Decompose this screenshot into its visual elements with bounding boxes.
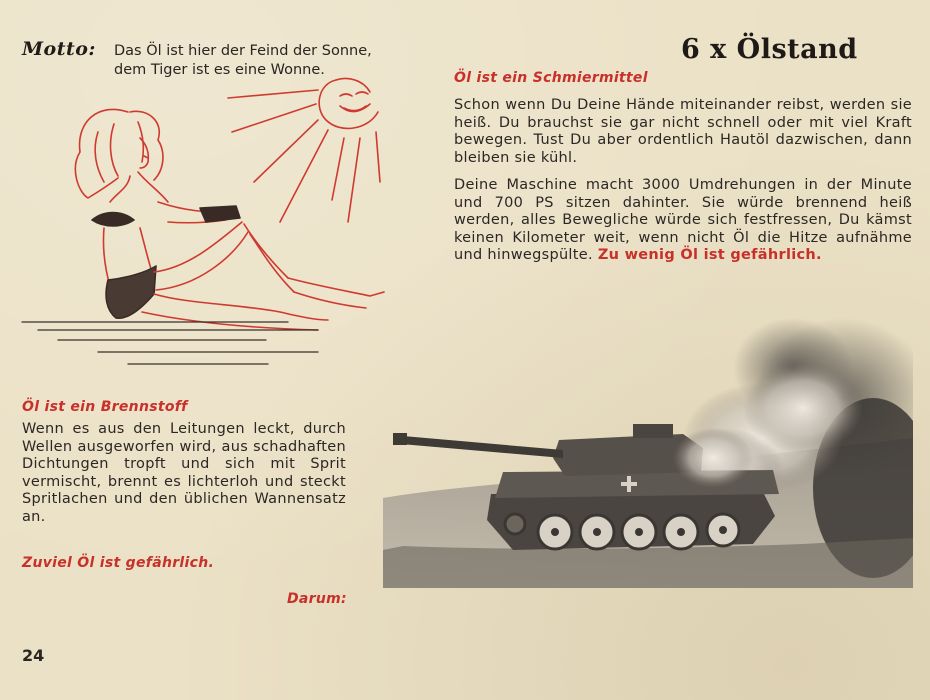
page-number: 24	[22, 646, 45, 665]
motto-line-2: dem Tiger ist es eine Wonne.	[114, 62, 325, 78]
woman-figure	[75, 109, 384, 330]
darum-label: Darum:	[287, 591, 347, 607]
motto-label: Motto:	[22, 38, 96, 60]
page-title: 6 x Ölstand	[681, 34, 858, 65]
paragraph-lubricant-2	[454, 177, 912, 265]
paragraph-lubricant-1: Schon wenn Du Deine Hände miteinander reibst, werden sie heiß. Du brauchst sie gar nicht schnell oder mit viel Kraft bewegen. Tust Du aber ordentlich Hautöl dazwischen, dann bleiben sie kühl.	[454, 97, 912, 166]
sunbathing-illustration	[18, 72, 398, 382]
paragraph-fuel: Wenn es aus den Leitungen leckt, durch Wellen ausgeworfen wird, aus schadhaften Dichtungen tropft und sich mit Sprit vermischt, brennt es lichterloh und steckt Spritlachen und den üblichen Wannensatz an.	[22, 421, 346, 525]
laughing-sun-icon	[228, 79, 380, 223]
heading-lubricant: Öl ist ein Schmiermittel	[454, 70, 648, 86]
warning-too-little-oil: Zu wenig Öl ist gefährlich.	[597, 247, 822, 263]
warning-too-much-oil: Zuviel Öl ist gefährlich.	[22, 555, 215, 571]
paragraph-lubricant-2-text: Deine Maschine macht 3000 Umdrehungen in der Minute und 700 PS sitzen dahinter. Sie würde brennend heiß werden, alles Bewegliche würde sich festfressen, Du kämst keinen Kilometer weit, wenn nicht Öl die Hitze aufnähme und hinwegspülte.	[454, 177, 912, 263]
motto-line-1: Das Öl ist hier der Feind der Sonne,	[114, 43, 372, 59]
burning-tank-photo	[383, 288, 913, 588]
heading-fuel: Öl ist ein Brennstoff	[22, 399, 188, 415]
